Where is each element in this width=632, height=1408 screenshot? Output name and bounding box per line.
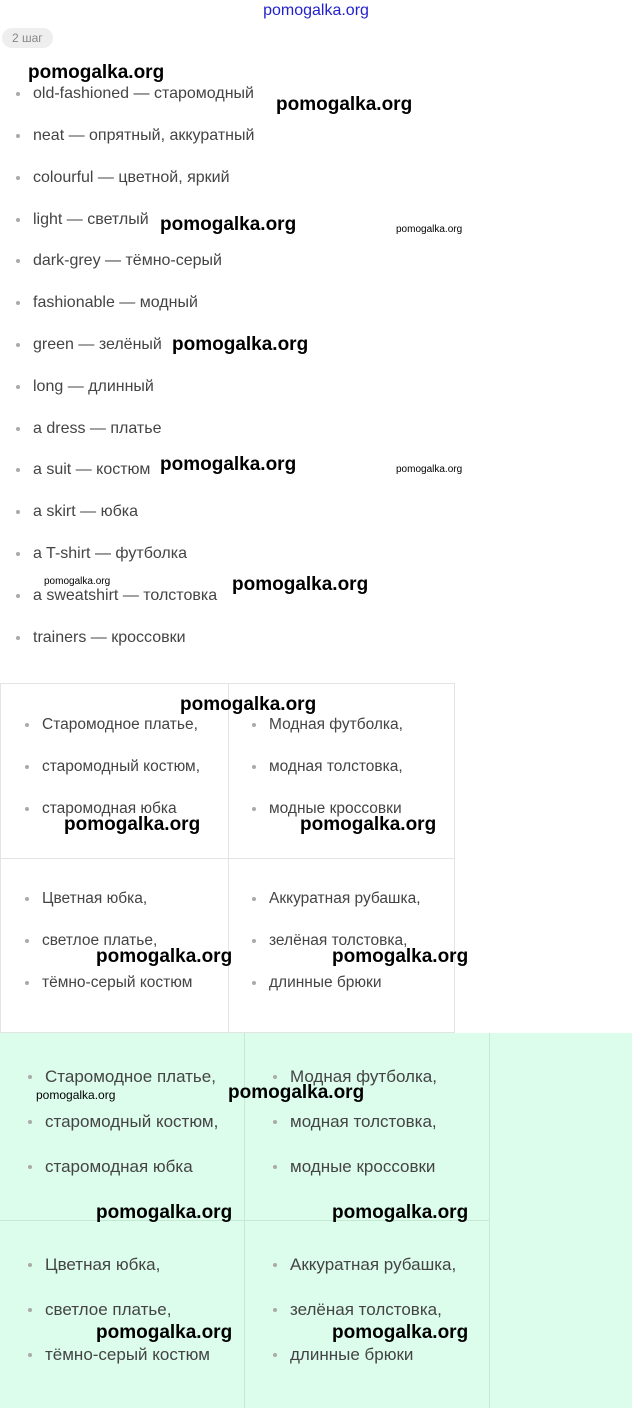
table-cell-item: Цветная юбка, (42, 888, 147, 910)
watermark: pomogalka.org (96, 1202, 233, 1223)
table-cell-item: Аккуратная рубашка, (269, 888, 421, 910)
table-cell-item: светлое платье, (42, 930, 157, 952)
table-cell-item: Модная футболка, (269, 714, 403, 736)
table-cell-item: модные кроссовки (290, 1156, 435, 1178)
phrases-table-white (0, 683, 455, 1033)
bullet-icon (16, 218, 20, 222)
bullet-icon (16, 594, 20, 598)
table-divider (489, 1033, 490, 1408)
watermark: pomogalka.org (396, 464, 463, 475)
site-header-link[interactable]: pomogalka.org (263, 2, 369, 19)
watermark: pomogalka.org (332, 1202, 469, 1223)
table-cell-item: зелёная толстовка, (269, 930, 407, 952)
watermark: pomogalka.org (160, 454, 297, 475)
table-cell-item: Цветная юбка, (45, 1254, 160, 1276)
table-cell-item: модные кроссовки (269, 798, 402, 820)
watermark: pomogalka.org (332, 946, 469, 967)
bullet-icon (16, 468, 20, 472)
watermark: pomogalka.org (228, 1082, 365, 1103)
table-cell-item: модная толстовка, (290, 1111, 437, 1133)
watermark: pomogalka.org (300, 814, 437, 835)
watermark: pomogalka.org (180, 694, 317, 715)
watermark: pomogalka.org (96, 946, 233, 967)
table-cell-item: старомодная юбка (42, 798, 177, 820)
bullet-icon (16, 134, 20, 138)
watermark: pomogalka.org (44, 576, 111, 587)
watermark: pomogalka.org (396, 224, 463, 235)
bullet-icon (16, 92, 20, 96)
watermark: pomogalka.org (276, 94, 413, 115)
table-cell-item: светлое платье, (45, 1299, 171, 1321)
step-badge: 2 шаг (2, 28, 53, 48)
table-cell-item: тёмно-серый костюм (45, 1344, 210, 1366)
watermark: pomogalka.org (232, 574, 369, 595)
watermark: pomogalka.org (28, 62, 165, 83)
table-cell-item: старомодная юбка (45, 1156, 193, 1178)
table-cell-item: длинные брюки (269, 972, 382, 994)
watermark: pomogalka.org (64, 814, 201, 835)
watermark: pomogalka.org (36, 1088, 116, 1102)
watermark: pomogalka.org (160, 214, 297, 235)
table-divider (1, 858, 454, 859)
bullet-icon (16, 552, 20, 556)
watermark: pomogalka.org (332, 1322, 469, 1343)
bullet-icon (16, 510, 20, 514)
table-cell-item: зелёная толстовка, (290, 1299, 442, 1321)
table-cell-item: старомодный костюм, (45, 1111, 218, 1133)
bullet-icon (16, 259, 20, 263)
table-cell-item: Аккуратная рубашка, (290, 1254, 456, 1276)
table-cell-item: Старомодное платье, (45, 1066, 216, 1088)
table-cell-item: тёмно-серый костюм (42, 972, 192, 994)
table-cell-item: Старомодное платье, (42, 714, 198, 736)
table-cell-item: модная толстовка, (269, 756, 403, 778)
table-cell-item: длинные брюки (290, 1344, 413, 1366)
bullet-icon (16, 427, 20, 431)
watermark: pomogalka.org (96, 1322, 233, 1343)
bullet-icon (16, 636, 20, 640)
table-cell-item: старомодный костюм, (42, 756, 200, 778)
bullet-icon (16, 343, 20, 347)
bullet-icon (16, 385, 20, 389)
watermark: pomogalka.org (172, 334, 309, 355)
bullet-icon (16, 301, 20, 305)
table-cell-item: Модная футболка, (290, 1066, 437, 1088)
bullet-icon (16, 176, 20, 180)
